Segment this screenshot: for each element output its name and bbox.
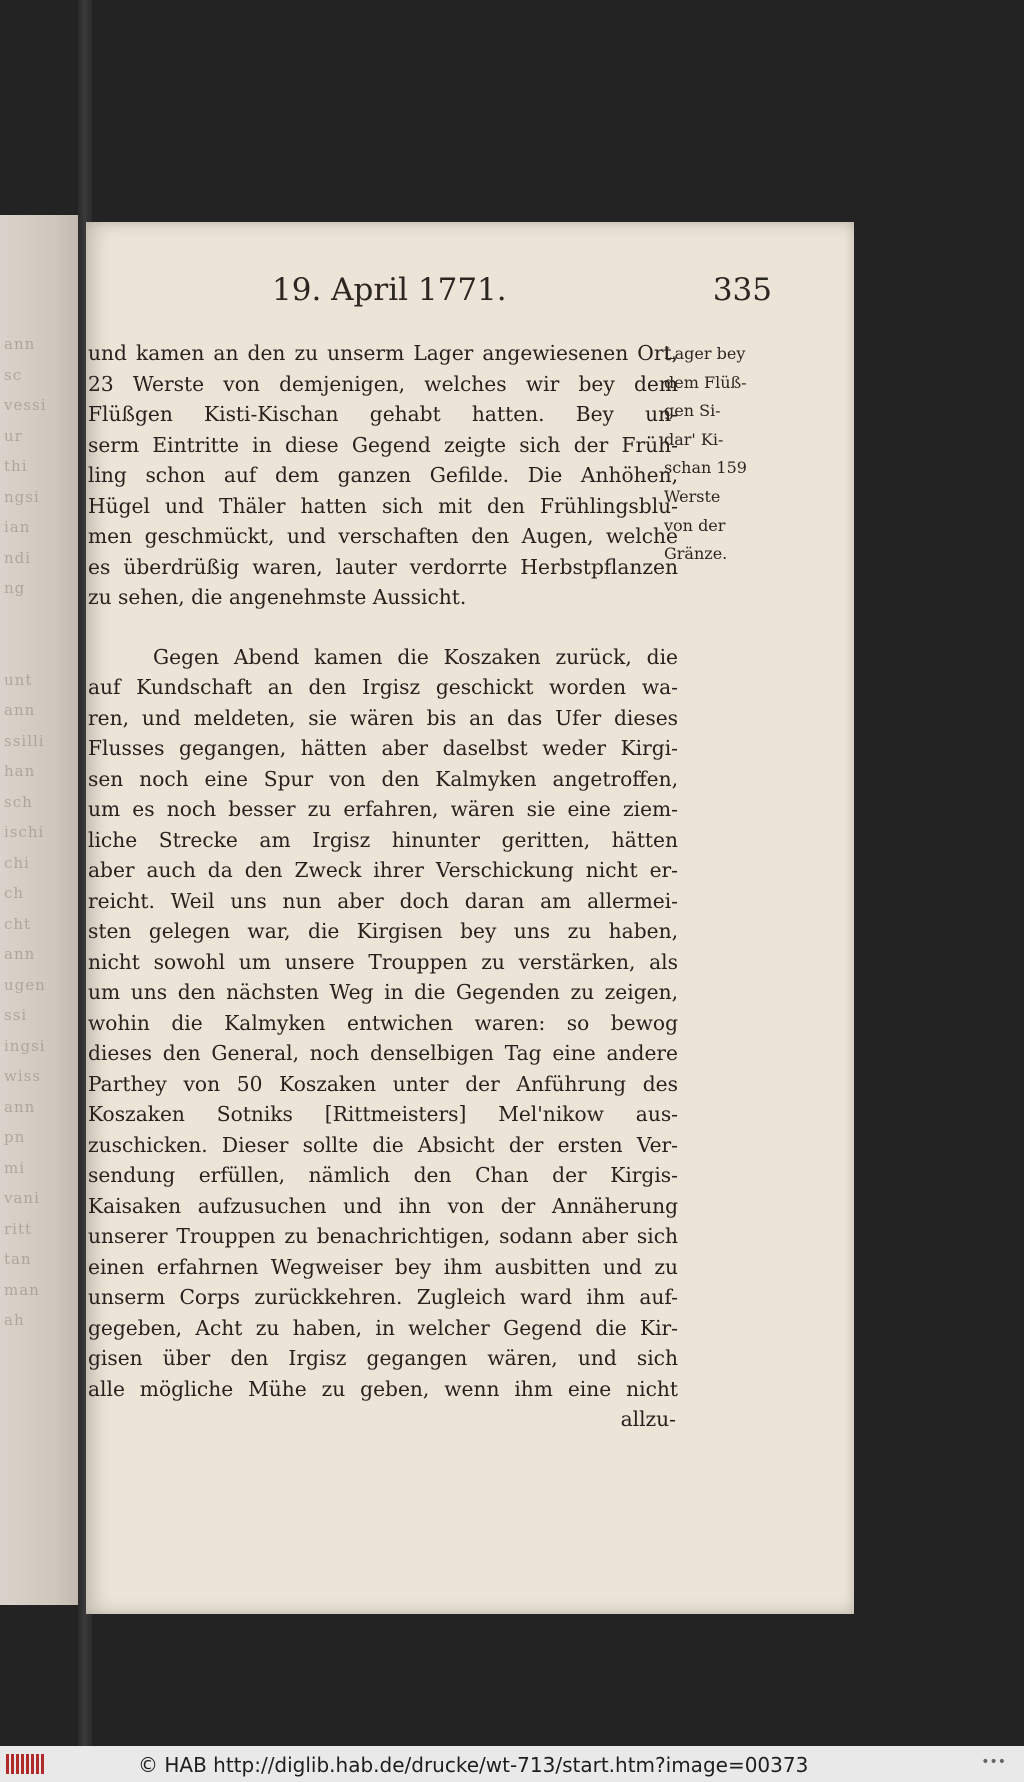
text-line: Parthey von 50 Koszaken unter der Anführung des [88,1071,678,1096]
text-line: um uns den nächsten Weg in die Gegenden zu zeigen, [88,980,678,1004]
ghost-line: wiss [4,1067,42,1085]
ghost-line: man [4,1280,40,1299]
page-number: 335 [712,272,772,308]
ghost-line: unt [4,670,33,689]
ghost-line: ritt [4,1219,33,1238]
text-line: Gegen Abend kamen die Koszaken zurück, die [153,644,678,669]
ghost-line: ischi [4,823,45,841]
ghost-line: ah [4,1311,25,1329]
ghost-line: ann [4,1097,36,1116]
text-line: reicht. Weil uns nun aber doch daran am allermei- [88,888,678,913]
text-line: wohin die Kalmyken entwichen waren: so bewog [88,1010,678,1035]
text-line: Koszaken Sotniks [Rittmeisters] Mel'nikow aus- [88,1102,678,1126]
margin-note-line: gen Si- [664,401,721,421]
ghost-line: sc [4,365,23,384]
text-line: und kamen an den zu unserm Lager angewiesenen Ort, [88,341,678,365]
text-line: zu sehen, die angenehmste Aussicht. [88,585,467,609]
text-line: serm Eintritte in diese Gegend zeigte sich der Früh- [88,432,678,457]
book-page [86,222,854,1614]
text-line: um es noch besser zu erfahren, wären sie eine ziem- [88,797,678,821]
text-line: men geschmückt, und verschaften den Augen, welche [88,524,678,548]
ghost-line: ur [4,426,23,445]
margin-note-line: Werste [664,486,721,506]
hab-logo-icon [6,1754,46,1774]
ghost-line: sch [4,792,33,811]
margin-note-line: dem Flüß- [664,372,747,392]
text-line: Hügel und Thäler hatten sich mit den Frühlingsblu- [88,493,678,518]
margin-note-line: Lager bey [664,344,746,363]
ghost-line: mi [4,1158,26,1177]
ghost-line: ann [4,701,36,719]
ghost-line: cht [4,914,32,933]
ghost-line: ingsi [4,1036,46,1055]
text-line: ren, und meldeten, sie wären bis an das Ufer dieses [88,705,678,730]
paragraph-gap [88,613,678,642]
text-line: alle mögliche Mühe zu geben, wenn ihm eine nicht [88,1376,678,1401]
text-line: aber auch da den Zweck ihrer Verschickung nicht er- [88,858,678,882]
ghost-line: ssilli [4,731,45,750]
ghost-line: chi [4,853,30,872]
margin-note-line: dar' Ki- [664,429,724,449]
ghost-line: ngsi [4,487,40,506]
text-line: nicht sowohl um unsere Trouppen zu verstärken, als [88,949,678,974]
ghost-line [4,640,88,671]
ghost-line: tan [4,1250,32,1268]
ghost-line: ian [4,518,31,536]
margin-note-line: schan 159 [664,458,747,478]
ghost-line: thi [4,457,28,475]
header-date: 19. April 1771. [272,272,507,308]
text-line: unserer Trouppen zu benachrichtigen, sodann aber sich [88,1224,678,1248]
ghost-line: ndi [4,548,32,567]
margin-note-line: Gränze. [664,544,728,564]
footer-credit-link[interactable]: © HAB http://diglib.hab.de/drucke/wt-713/start.htm?image=00373 [138,1753,809,1777]
text-line: sendung erfüllen, nämlich den Chan der Kirgis- [88,1163,678,1187]
text-line: sten gelegen war, die Kirgisen bey uns zu haben, [88,919,678,943]
ghost-line [4,610,88,641]
text-line: es überdrüßig waren, lauter verdorrte Herbstpflanzen [88,554,678,579]
text-line: sen noch eine Spur von den Kalmyken angetroffen, [88,766,678,791]
ghost-line: ssi [4,1006,28,1024]
ghost-line: ann [4,945,36,963]
catchword: allzu- [620,1407,676,1431]
ghost-line: pn [4,1128,26,1146]
text-line: Flüßgen Kisti-Kischan gehabt hatten. Bey un- [88,402,678,426]
text-line: auf Kundschaft an den Irgisz geschickt worden wa- [88,675,678,699]
ghost-line: vessi [4,396,47,414]
text-line: einen erfahrnen Wegweiser bey ihm ausbitten und zu [88,1254,678,1279]
text-line: gisen über den Irgisz gegangen wären, und sich [88,1346,678,1370]
text-line: ling schon auf dem ganzen Gefilde. Die Anhöhen, [88,463,678,487]
text-line: dieses den General, noch denselbigen Tag eine andere [88,1041,678,1065]
text-line: 23 Werste von demjenigen, welches wir bey dem [88,371,678,396]
viewer-footer [0,1746,1024,1782]
text-line: Kaisaken aufzusuchen und ihn von der Annäherung [88,1193,678,1218]
adjacent-page-bleed-text [4,335,88,1342]
ghost-line: ng [4,579,26,597]
ghost-line: han [4,762,36,780]
ghost-line: ann [4,335,36,353]
margin-note [664,340,784,569]
running-header [272,272,772,312]
text-line: Flusses gegangen, hätten aber daselbst weder Kirgi- [88,736,678,760]
text-line: gegeben, Acht zu haben, in welcher Gegend die Kir- [88,1315,678,1340]
more-options-icon[interactable]: ••• [981,1754,1006,1770]
ghost-line: ugen [4,975,46,994]
page-body-text [88,338,678,1435]
margin-note-line: von der [664,515,726,535]
text-line: unserm Corps zurückkehren. Zugleich ward ihm auf- [88,1285,678,1309]
text-line: liche Strecke am Irgisz hinunter geritten, hätten [88,827,678,852]
ghost-line: ch [4,884,25,902]
ghost-line: vani [4,1189,40,1207]
text-line: zuschicken. Dieser sollte die Absicht der ersten Ver- [88,1132,678,1157]
